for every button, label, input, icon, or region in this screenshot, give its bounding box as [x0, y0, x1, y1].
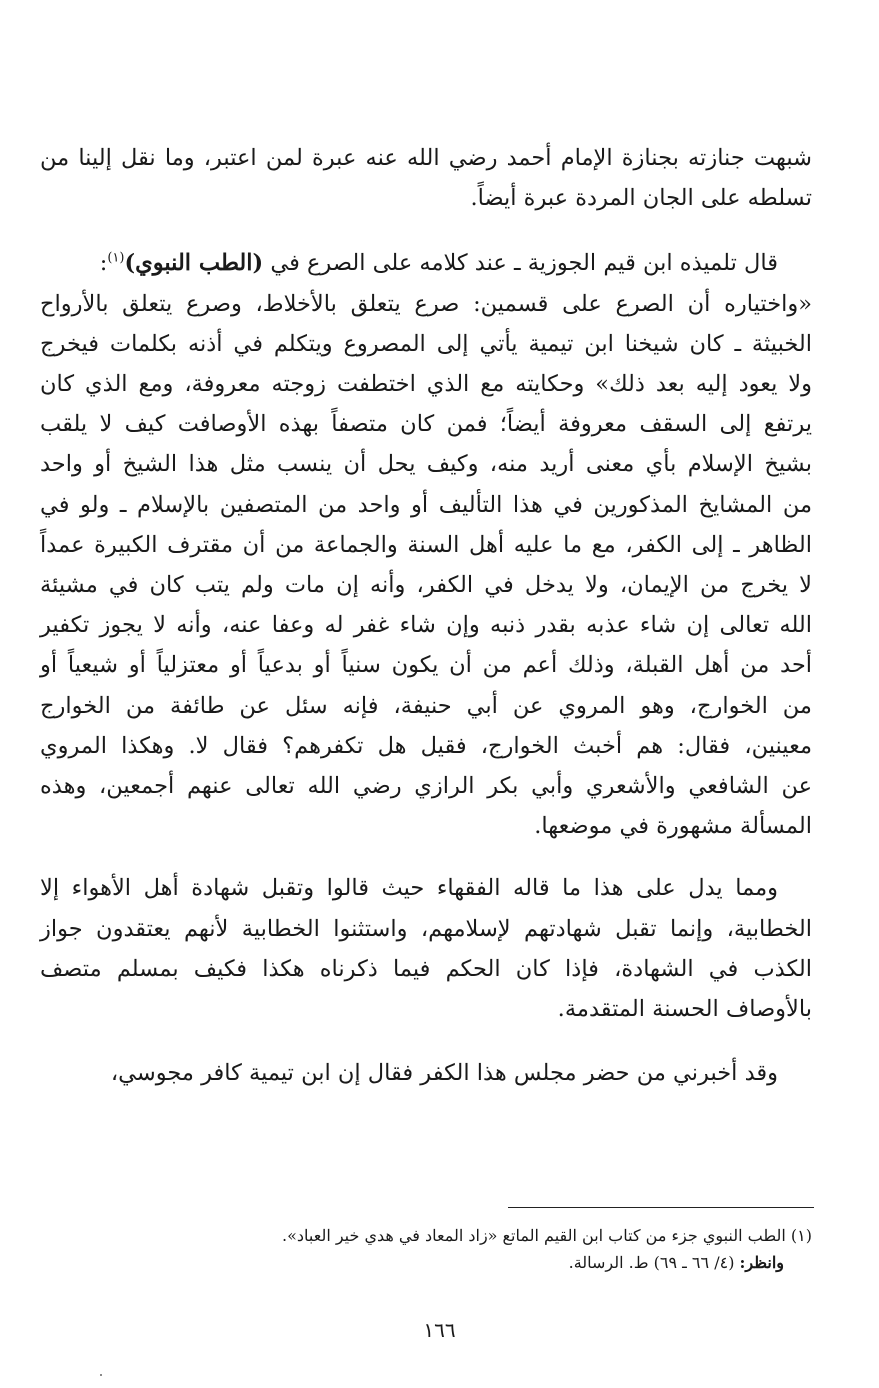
intro-text: قال تلميذه ابن قيم الجوزية ـ عند كلامه على الصرع في — [263, 250, 778, 277]
footnotes — [40, 1222, 812, 1276]
page-number: ١٦٦ — [423, 1318, 456, 1342]
colon: : — [99, 250, 108, 277]
text-line: لا يخرج من الإيمان، ولا يدخل في الكفر، وأنه إن مات ولم يتب كان في مشيئة — [40, 572, 812, 599]
footnote-reference: (٤/ ٦٦ ـ ٦٩) ط. الرسالة. — [568, 1253, 740, 1272]
text-line: معينين، فقال: هم أخبث الخوارج، فقيل هل تكفرهم؟ فقال لا. وهكذا المروي — [40, 732, 812, 759]
paragraph-3 — [40, 868, 812, 1029]
footnote-line — [40, 1249, 812, 1276]
footnote-rule — [508, 1207, 814, 1208]
footnote-mark: (١) — [107, 250, 125, 266]
text-line: من الخوارج، وهو المروي عن أبي حنيفة، فإنه سئل عن طائفة من الخوارج — [40, 692, 812, 719]
text-line: يرتفع إلى السقف معروفة أيضاً؛ فمن كان متصفاً بهذه الأوصافت كيف لا يلقب — [40, 411, 812, 438]
text-line — [40, 243, 812, 283]
text-line: بشيخ الإسلام بأي معنى أريد منه، وكيف يحل أن ينسب مثل هذا الشيخ أو واحد — [40, 451, 812, 478]
text-line: ولا يعود إليه بعد ذلك» وحكايته مع الذي اختطفت زوجته معروفة، ومع الذي كان — [40, 371, 812, 398]
text-line: عن الشافعي والأشعري وأبي بكر الرازي رضي الله تعالى عنهم أجمعين، وهذه — [40, 773, 812, 800]
text-line: «واختياره أن الصرع على قسمين: صرع يتعلق بالأخلاط، وصرع يتعلق بالأرواح — [40, 290, 812, 317]
text-line: الخطابية، وإنما تقبل شهادتهم لإسلامهم، واستثنوا الخطابية لأنهم يعتقدون جواز — [40, 915, 812, 942]
paragraph-4 — [40, 1053, 812, 1093]
text-line: أحد من أهل القبلة، وذلك أعم من أن يكون سنياً أو بدعياً أو معتزلياً أو شيعياً أو — [40, 652, 812, 679]
book-title: (الطب النبوي) — [124, 250, 264, 277]
footnote-line: (١) الطب النبوي جزء من كتاب ابن القيم الماتع «زاد المعاد في هدي خير العباد». — [282, 1226, 812, 1245]
text-line: المسألة مشهورة في موضعها. — [534, 813, 812, 840]
text-line: شبهت جنازته بجنازة الإمام أحمد رضي الله عنه عبرة لمن اعتبر، وما نقل إلينا من — [40, 145, 812, 171]
text-line: الكذب في الشهادة، فإذا كان الحكم فيما ذكرناه هكذا فكيف بمسلم متصف — [40, 955, 812, 982]
page-body — [40, 138, 812, 1093]
footnote-see-label: وانظر: — [739, 1253, 784, 1272]
text-line: وقد أخبرني من حضر مجلس هذا الكفر فقال إن ابن تيمية كافر مجوسي، — [110, 1060, 778, 1087]
scan-speck — [100, 1374, 102, 1376]
text-line: الخبيثة ـ كان شيخنا ابن تيمية يأتي إلى المصروع ويتكلم في أذنه بكلمات فيخرج — [40, 330, 812, 357]
text-line: الله تعالى إن شاء عذبه بقدر ذنبه وإن شاء غفر له وعفا عنه، وأنه لا يجوز تكفير — [40, 612, 812, 639]
text-line: تسلطه على الجان المردة عبرة أيضاً. — [470, 185, 812, 212]
text-line: الظاهر ـ إلى الكفر، مع ما عليه أهل السنة والجماعة من أن مقترف الكبيرة عمداً — [40, 531, 812, 558]
text-line: من المشايخ المذكورين في هذا التأليف أو واحد من المتصفين بالإسلام ـ ولو في — [40, 491, 812, 518]
paragraph-2 — [40, 243, 812, 846]
paragraph-1 — [40, 138, 812, 218]
text-line: ومما يدل على هذا ما قاله الفقهاء حيث قالوا وتقبل شهادة أهل الأهواء إلا — [40, 875, 778, 902]
text-line: بالأوصاف الحسنة المتقدمة. — [557, 996, 812, 1023]
